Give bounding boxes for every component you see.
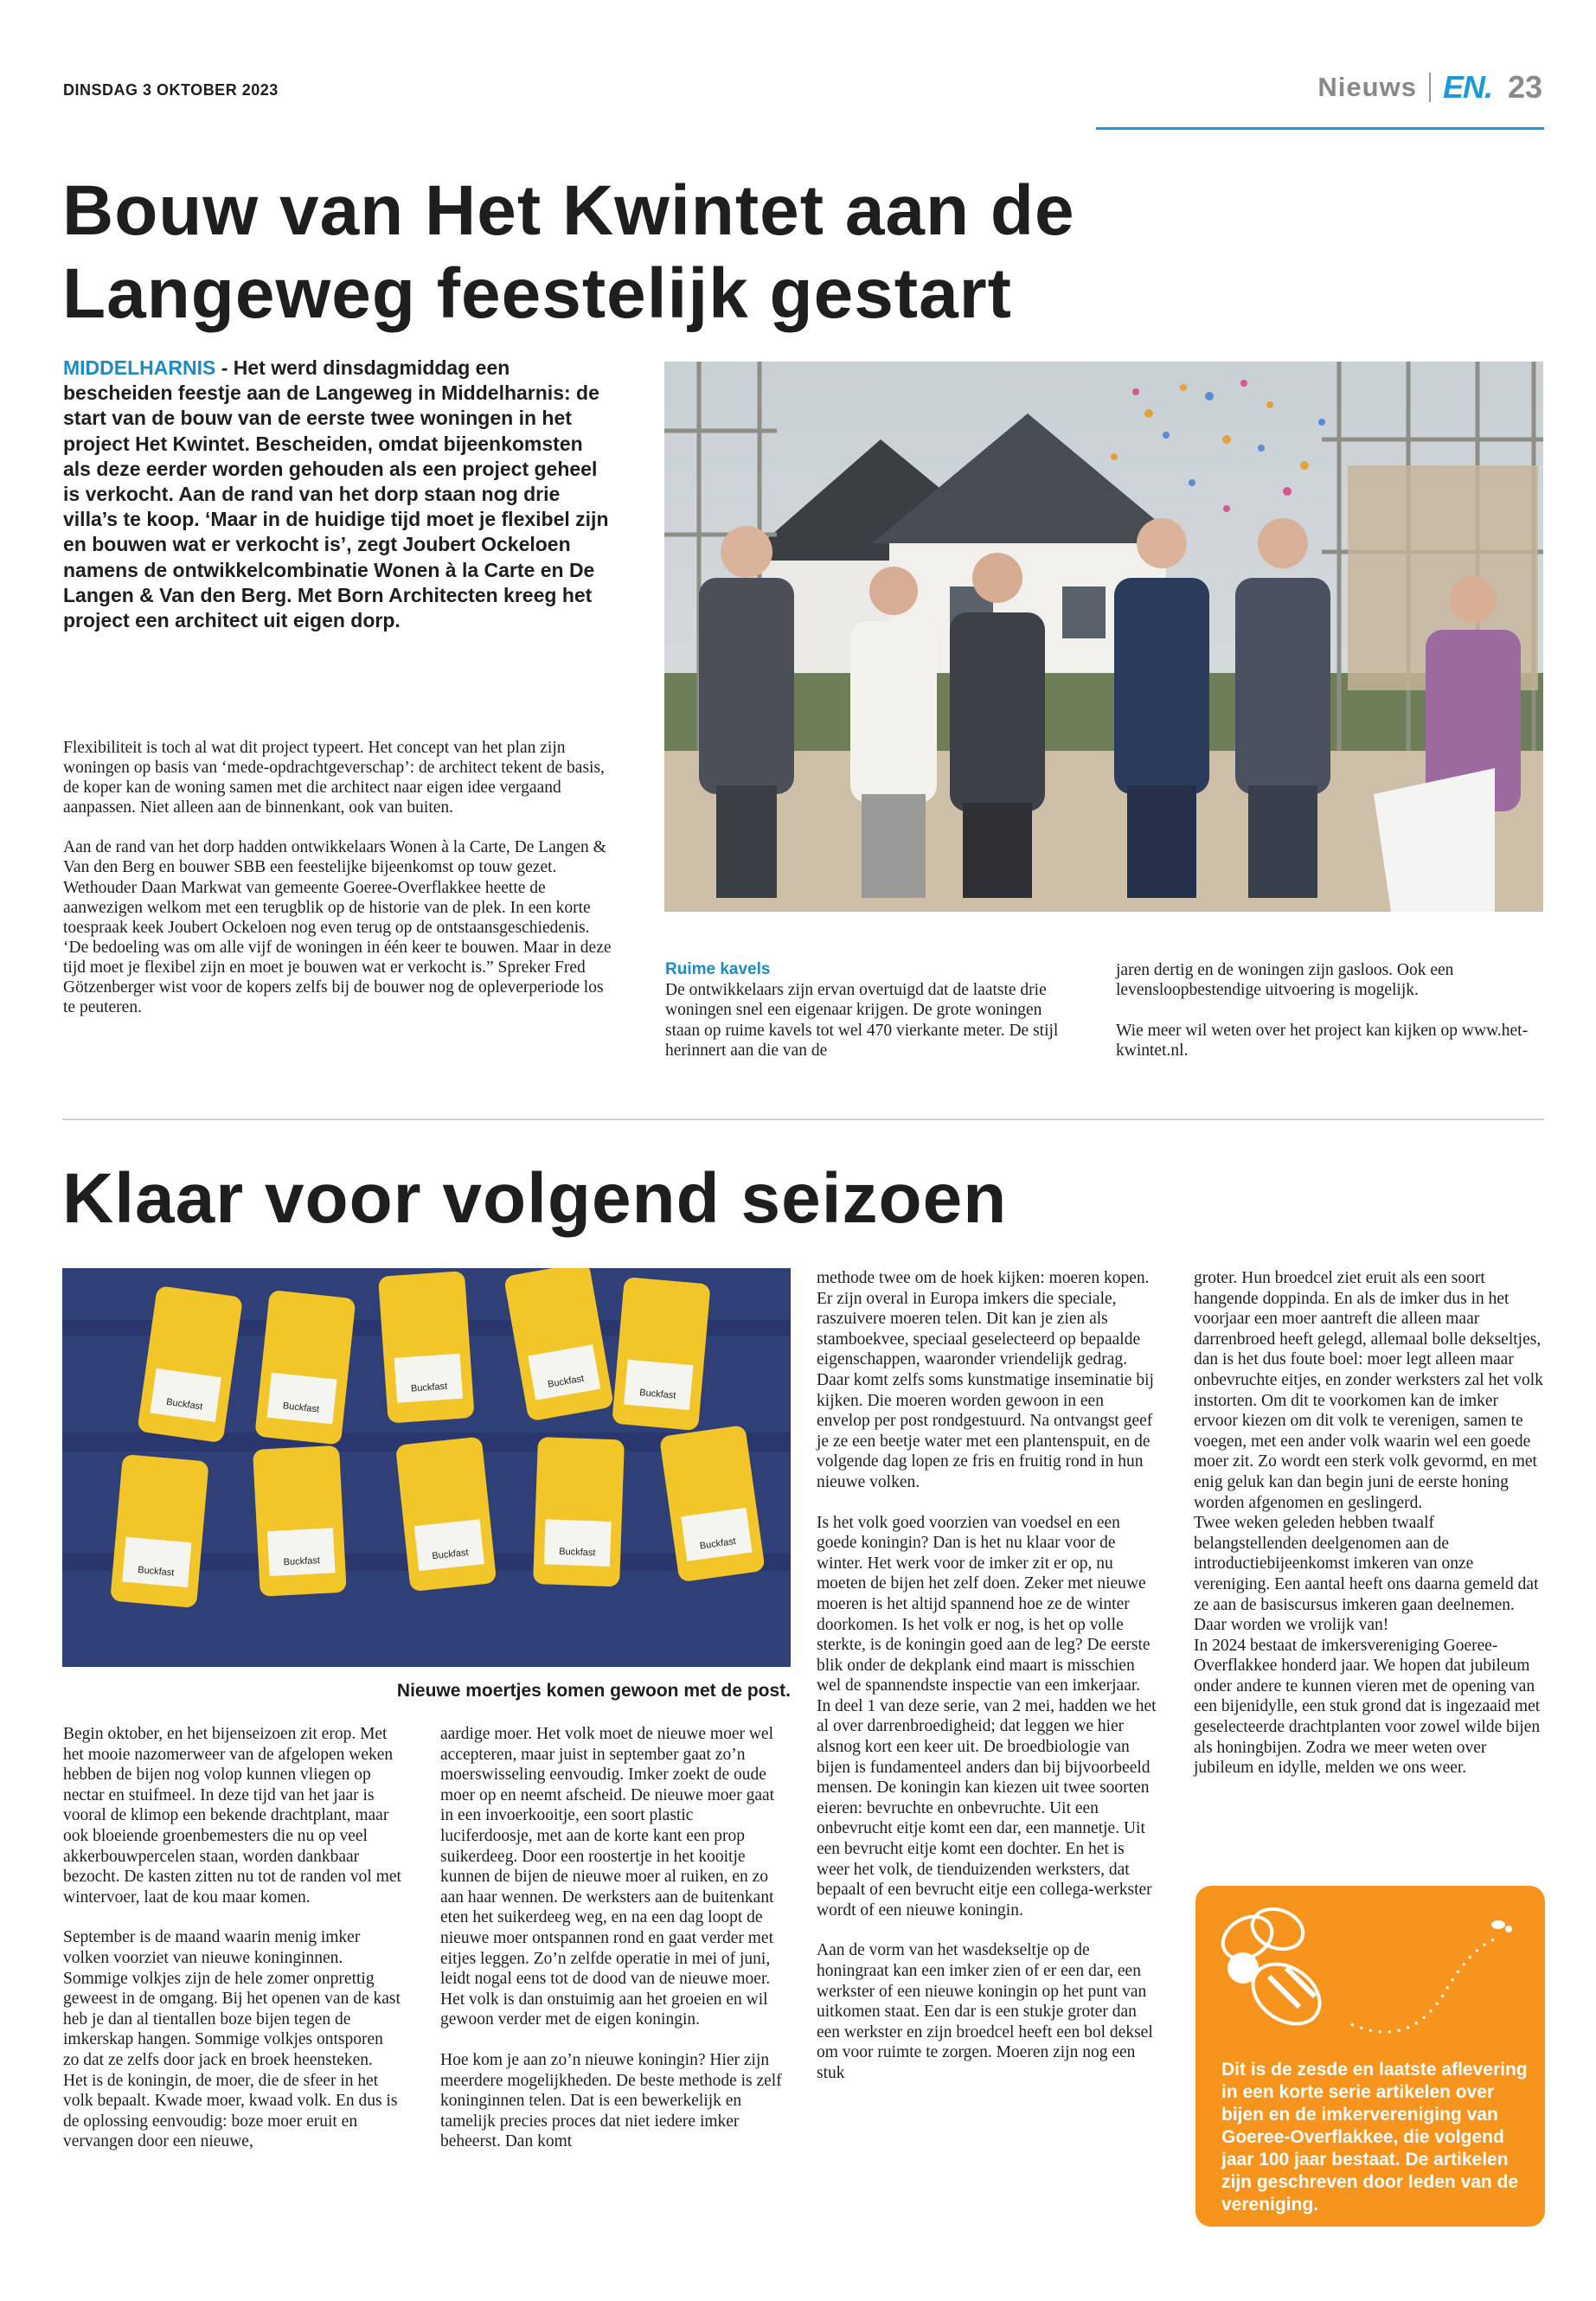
series-info-text: Dit is de zesde en laatste aflevering in een korte serie artikelen over bijen en de imkervereniging van Goeree-Overflakkee, die volgend jaar 100 jaar bestaat. De artikelen zijn geschreven door leden van de vereniging. — [1221, 2060, 1528, 2214]
article2-column-1 — [63, 1724, 402, 2172]
article2-paragraph: September is de maand waarin menig imker volken voorziet van nieuwe koninginnen. Sommige volkjes zijn de hele zomer onprettig geweest in de omgang. Bij het openen van de kast heb je dan al tientallen boze bijen tegen de imkerskap hangen. Sommige volkjes ontsporen zo dat ze zelfs door jack en broek heensteken. Het is de koningin, de moer, die de sfeer in het volk bepaalt. Kwade moer, kwaad volk. En dus is de oplossing eenvoudig: boze moer eruit en vervangen door een nieuwe, — [63, 1928, 401, 2151]
article1-closing-paragraph: Wie meer wil weten over het project kan kijken op www.het-kwintet.nl. — [1116, 1021, 1529, 1061]
article2-headline: Klaar voor volgend seizoen — [62, 1159, 1008, 1238]
cage-label: Buckfast — [137, 1565, 175, 1579]
article2-paragraph: Is het volk goed voorzien van voedsel en een goede koningin? Dan is het nu klaar voor de winter. Het werk voor de imker zit er op, nu moeten de bijen het zelf doen. Zeker met nieuwe moeren is het altijd spannend hoe ze de winter doorkomen. Is het volk er nog, is het op volle sterkte, is de koningin goed aan de leg? De eerste blik onder de dekplank eind maart is misschien wel de spannendste inspectie van een imkerjaar. In deel 1 van deze serie, van 2 mei, hadden we het al over darrenbroedigheid; dat leggen we hier alsnog kort een keer uit. De broedbiologie van bijen is fundamenteel anders dan bij bijvoorbeeld mensen. De koningin kan kiezen uit twee soorten eieren: bevruchte en onbevruchte. Uit een onbevrucht eitje komt een dar, een mannetje. Uit een bevrucht eitje komt een dochter. En het is weer het volk, de tienduizenden werksters, dat bepaalt of een bevrucht eitje een collega-werkster wordt of een nieuwe koningin. — [817, 1513, 1157, 1920]
article1-body — [63, 738, 613, 1037]
cage-label: Buckfast — [410, 1381, 448, 1394]
series-info-box — [1195, 1886, 1545, 2227]
article1-headline — [62, 170, 1187, 336]
article-divider — [62, 1118, 1544, 1120]
article1-headline-line1: Bouw van Het Kwintet aan de — [62, 171, 1075, 250]
lead-text: - Het werd dinsdagmiddag een bescheiden feestje aan de Langeweg in Middelharnis: de start van de bouw van de eerste twee woningen in het project Het Kwintet. Bescheiden, omdat bijeenkomsten als deze eerder worden gehouden als een project geheel is verkocht. Aan de rand van het dorp staan nog drie villa’s te koop. ‘Maar in de huidige tijd moet je flexibel zijn en bouwen wat er verkocht is’, zegt Joubert Ockeloen namens de ontwikkelcombinatie Wonen à la Carte en De Langen & Van den Berg. Met Born Architecten kreeg het project een architect uit eigen dorp. — [63, 356, 609, 632]
article2-column-3 — [817, 1268, 1159, 2104]
cage-label: Buckfast — [559, 1546, 596, 1559]
article2-paragraph: methode twee om de hoek kijken: moeren kopen. Er zijn overal in Europa imkers die speciale, raszuivere moeren telen. Dit kan je zien als stamboekvee, speciaal geselecteerd op bepaalde eigenschappen, waaronder vriendelijk gedrag. Daar komt zelfs soms kunstmatige inseminatie bij kijken. Die moeren worden gewoon in een envelop per post rondgestuurd. Na ontvangst geef je ze een beetje water met een plantenspuit, en de volgende dag lopen ze fris en fruitig rond in hun nieuwe volken. — [817, 1269, 1154, 1491]
article1-closing-paragraph: jaren dertig en de woningen zijn gasloos. Ook een levensloopbestendige uitvoering is mogelijk. — [1116, 961, 1454, 1000]
article1-closing-col-a: De ontwikkelaars zijn ervan overtuigd dat de laatste drie woningen snel een eigenaar krijgen. De grote woningen staan op ruime kavels tot wel 470 vierkante meter. De stijl herinnert aan die van de — [665, 981, 1059, 1061]
lead-place: MIDDELHARNIS — [63, 356, 216, 379]
article2-paragraph: Begin oktober, en het bijenseizoen zit erop. Met het mooie nazomerweer van de afgelopen weken hebben de bijen nog volop kunnen vliegen op nectar en stuifmeel. In deze tijd van het jaar is vooral de klimop een bekende drachtplant, maar ook bloeiende groenbemesters die nu op veel akkerbouwpercelen staan, worden dankbaar bezocht. De kasten zitten nu tot de randen vol met wintervoer, laat de kou maar komen. — [63, 1725, 401, 1907]
cage-label: Buckfast — [431, 1547, 470, 1562]
article1-paragraph: Flexibiliteit is toch al wat dit project typeert. Het concept van het plan zijn woningen op basis van ‘mede-opdrachtgeverschap’: de architect tekent de basis, de koper kan de woning samen met die architect naar eigen idee vergaand aanpassen. Niet alleen aan de binnenkant, ook van buiten. — [63, 739, 605, 817]
article2-paragraph: Aan de vorm van het wasdekseltje op de honingraat kan een imker zien of er een dar, een werkster of een nieuwe koningin op het punt van uitkomen staat. Een dar is een stukje groter dan een werkster en zijn broedcel heeft een bol deksel om voor ruimte te zorgen. Moeren zijn nog een stuk — [817, 1941, 1153, 2082]
queen-cages-photo — [62, 1268, 791, 1667]
groundbreaking-photo-illustration — [664, 362, 1543, 912]
issue-date: DINSDAG 3 OKTOBER 2023 — [63, 81, 279, 99]
article1-paragraph: Aan de rand van het dorp hadden ontwikkelaars Wonen à la Carte, De Langen & Van den Berg en bouwer SBB een feestelijke bijeenkomst op touw gezet. Wethouder Daan Markwat van gemeente Goeree-Overflakkee heette de aanwezigen welkom met een terugblik op de historie van de plek. In een korte toespraak keek Joubert Ockeloen nog even terug op de ontstaansgeschiedenis. ‘De bedoeling was om alle vijf de woningen in één keer te bouwen. Maar in deze tijd moet je flexibel zijn en moet je bouwen wat er verkocht is.” Spreker Fred Götzenberger wist voor de kopers zelfs bij de bouwer nog de opleverperiode los te peuteren. — [63, 838, 612, 1017]
cage-label: Buckfast — [165, 1396, 203, 1413]
cage-label: Buckfast — [282, 1400, 320, 1415]
page-number: 23 — [1507, 69, 1542, 105]
article2-paragraph: aardige moer. Het volk moet de nieuwe moer wel accepteren, maar juist in september gaat zo’n moerswisseling eenvoudig. Imker zoekt de oude moer op en neemt afscheid. De nieuwe moer gaat in een invoerkooitje, een soort plastic luciferdoosje, met aan de korte kant een prop suikerdeeg. Door een roostertje in het kooitje kunnen de bijen de nieuwe moer al ruiken, en zo aan haar wennen. De werksters aan de buitenkant eten het suikerdeeg weg, en na een dag loopt de nieuwe moer ontspannen rond en gaat verder met eitjes leggen. Zo’n zelfde operatie in mei of juni, leidt nogal eens tot de dood van de nieuwe moer. Het volk is dan onstuimig aan het groeien en wil gewoon verder met de eigen koningin. — [440, 1725, 775, 2029]
article2-paragraph: groter. Hun broedcel ziet eruit als een soort hangende doppinda. En als de imker dus in het voorjaar een moer aantreft die alleen maar darrenbroed heeft gelegd, allemaal bolle dekseltjes, dan is het dus foute boel: moer legt alleen maar onbevruchte eitjes, en zonder werksters zal het volk instorten. Om dit te voorkomen kan de imker ervoor kiezen om dit volk te verenigen, samen te voegen, met een ander volk waarin wel een goede moer zit. Zo wordt een sterk volk gevormd, en met enig geluk kan dan begin juni de eerste honing worden afgenomen en geslingerd. Twee weken geleden hebben twaalf belangstellenden deelgenomen aan de introductiebijeenkomst imkeren van onze vereniging. Een aantal heeft ons daarna gemeld dat ze aan de basiscursus imkeren gaan deelnemen. Daar worden we vrolijk van! In 2024 bestaat de imkersvereniging Goeree-Overflakkee honderd jaar. We hopen dat jubileum onder andere te kunnen vieren met de opening van een bijenidylle, een stuk grond dat is ingezaaid met geselecteerde drachtplanten voor zowel wilde bijen als honingbijen. Zodra we meer weten over jubileum en idylle, melden we ons weer. — [1194, 1269, 1543, 1778]
article2-paragraph: Hoe kom je aan zo’n nieuwe koningin? Hier zijn meerdere mogelijkheden. De beste methode is zelf koninginnen telen. Dat is een bewerkelijk en tamelijk precies proces dat niet iedere imker beheerst. Dan komt — [440, 2050, 782, 2151]
section-label: Nieuws — [1317, 72, 1417, 102]
article1-closing-col-b — [1116, 960, 1545, 1081]
groundbreaking-photo — [664, 362, 1543, 912]
bee-icon — [1195, 1886, 1545, 2059]
photo-caption: Nieuwe moertjes komen gewoon met de post. — [396, 1681, 791, 1701]
newspaper-logo: EN. — [1442, 69, 1492, 105]
cage-label: Buckfast — [547, 1373, 585, 1390]
section-separator — [1429, 73, 1431, 102]
article2-column-2 — [440, 1724, 788, 2172]
masthead — [1317, 69, 1542, 106]
cage-label: Buckfast — [699, 1535, 737, 1552]
cage-label: Buckfast — [283, 1555, 321, 1568]
subhead-ruime-kavels: Ruime kavels — [665, 960, 771, 978]
article1-headline-line2: Langeweg feestelijk gestart — [62, 254, 1012, 333]
queen-cages-illustration — [62, 1268, 791, 1667]
article1-lead — [63, 356, 610, 633]
cage-label: Buckfast — [638, 1388, 676, 1401]
article2-column-4 — [1194, 1268, 1545, 1798]
cage-row-top — [137, 1268, 710, 1445]
header-rule — [1096, 127, 1544, 130]
